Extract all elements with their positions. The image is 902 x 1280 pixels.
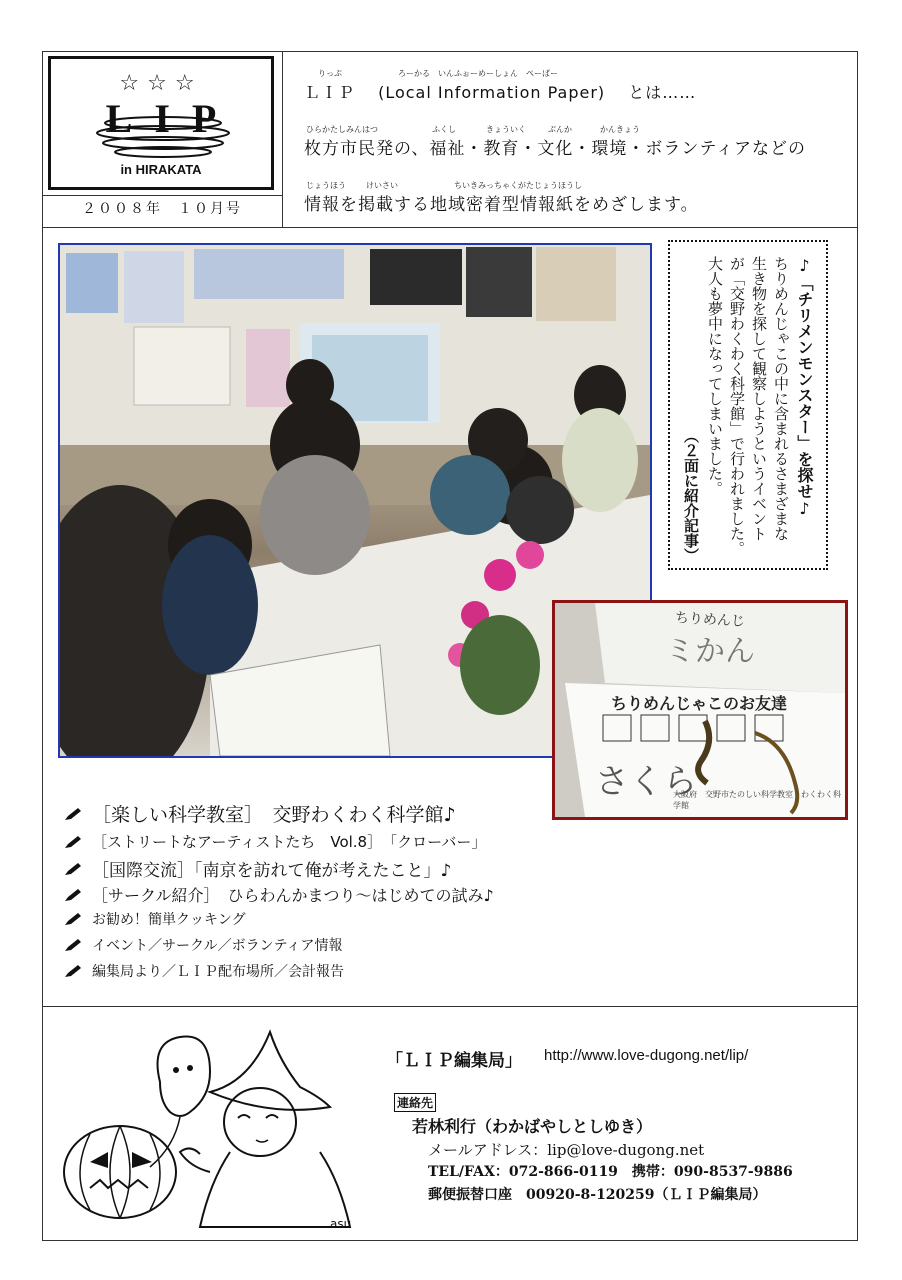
ruby-fukushi: ふくし (432, 125, 456, 134)
toc-item-circle-intro[interactable] (64, 883, 494, 906)
logo-date-divider (42, 195, 283, 196)
toc-text: ［楽しい科学教室］ 交野わくわく科学館♪ (92, 804, 456, 826)
toc-item-events[interactable] (64, 935, 342, 955)
header-line-3: 情報を掲載する地域密着型情報紙をめざします。 (304, 195, 699, 215)
header-column-divider (282, 51, 283, 228)
lip-logo (48, 56, 274, 190)
inset-photo-chirimen-card (552, 600, 848, 820)
ruby-kyouiku: きょういく (486, 125, 526, 134)
logo-name: LIP (105, 96, 239, 141)
event-note (668, 240, 828, 570)
toc-item-editorial[interactable] (64, 961, 344, 981)
editorial-office: 「ＬＩＰ編集局」 (386, 1051, 522, 1071)
pencil-icon (64, 938, 82, 952)
postal-account: 郵便振替口座 00920-8-120259（ＬＩＰ編集局） (428, 1187, 767, 1203)
pencil-icon (64, 835, 82, 849)
inset-handwriting: さくら (595, 762, 697, 802)
contact-email[interactable]: メールアドレス：lip@love-dugong.net (428, 1141, 705, 1159)
ruby-chiiki: ちいきみっちゃくがたじょうほうし (454, 181, 582, 190)
toc-text: 編集局より／ＬＩＰ配布場所／会計報告 (92, 964, 344, 980)
ghost-icon (158, 1036, 211, 1116)
note-line-1: ちりめんじゃこの中に含まれるさまざまな (772, 256, 790, 541)
note-title: ♪「チリメンモンスター」を探せ♪ (795, 256, 814, 518)
pencil-icon (64, 912, 82, 926)
ruby-bunka: ぶんか (548, 125, 572, 134)
witch-hat-icon (210, 1032, 330, 1110)
contact-label: 連絡先 (394, 1093, 436, 1112)
toc-text: ［サークル紹介］ ひらわんかまつり～はじめての試み♪ (92, 886, 494, 905)
toc-text: ［ストリートなアーティストたち Vol.8］ 「クローバー」 (92, 833, 487, 851)
toc-item-science-class[interactable] (64, 800, 456, 827)
toc-item-street-artists[interactable] (64, 831, 486, 852)
contact-person: 若林利行（わかばやしとしゆき） (412, 1117, 653, 1136)
halloween-illustration (60, 1022, 370, 1232)
inset-card-top-label: ちりめんじ (674, 610, 746, 630)
artist-signature: asu (330, 1217, 352, 1231)
footer-divider (42, 1006, 858, 1007)
inset-card-title: ちりめんじゃこのお友達 (611, 694, 788, 713)
pumpkin-icon (64, 1126, 176, 1218)
ruby-local-information-paper: ろーかる いんふぉーめーしょん ぺーぱー (398, 69, 558, 78)
pencil-icon (64, 807, 82, 821)
inset-card-footer: 大阪府 交野市たのしい科学教室 わくわく科学館 (673, 790, 841, 810)
note-line-3: が「交野わくわく科学館」で行われました。 (728, 256, 746, 556)
toc-text: ［国際交流］「南京を訪れて俺が考えたこと」♪ (92, 861, 452, 881)
header-divider (42, 227, 858, 228)
ruby-keisai: けいさい (366, 181, 398, 190)
pencil-icon (64, 862, 82, 876)
pencil-icon (64, 888, 82, 902)
toc-text: お勧め！簡単クッキング (92, 912, 246, 928)
header-line-2: 枚方市民発の、福祉・教育・文化・環境・ボランティアなどの (304, 139, 806, 159)
toc-item-international-exchange[interactable] (64, 856, 451, 881)
contact-phone: TEL/FAX：072-866-0119 携帯：090-8537-9886 (428, 1164, 793, 1180)
ruby-kankyou: かんきょう (600, 125, 640, 134)
pencil-icon (64, 964, 82, 978)
issue-date: ２００８年 １０月号 (82, 201, 242, 217)
header-line-1: ＬＩＰ (Local Information Paper) とは…… (304, 83, 697, 102)
ruby-hirakata: ひらかたしみんはつ (306, 125, 378, 134)
toc-text: イベント／サークル／ボランティア情報 (92, 938, 343, 954)
website-url[interactable]: http://www.love-dugong.net/lip/ (544, 1047, 749, 1064)
note-ref: （２面に紹介記事） (682, 428, 700, 563)
note-line-4: 大人も夢中になってしまいました。 (706, 256, 724, 496)
inset-handwriting-top: ミかん (665, 634, 755, 669)
ruby-jouhou: じょうほう (306, 181, 346, 190)
note-line-2: 生き物を探して観察しようというイベント (750, 256, 768, 541)
logo-stars: ☆☆☆ (119, 71, 203, 96)
toc-item-cooking[interactable] (64, 909, 246, 929)
logo-subtitle: in HIRAKATA (120, 162, 202, 177)
ruby-lip: りっぷ (318, 69, 342, 78)
